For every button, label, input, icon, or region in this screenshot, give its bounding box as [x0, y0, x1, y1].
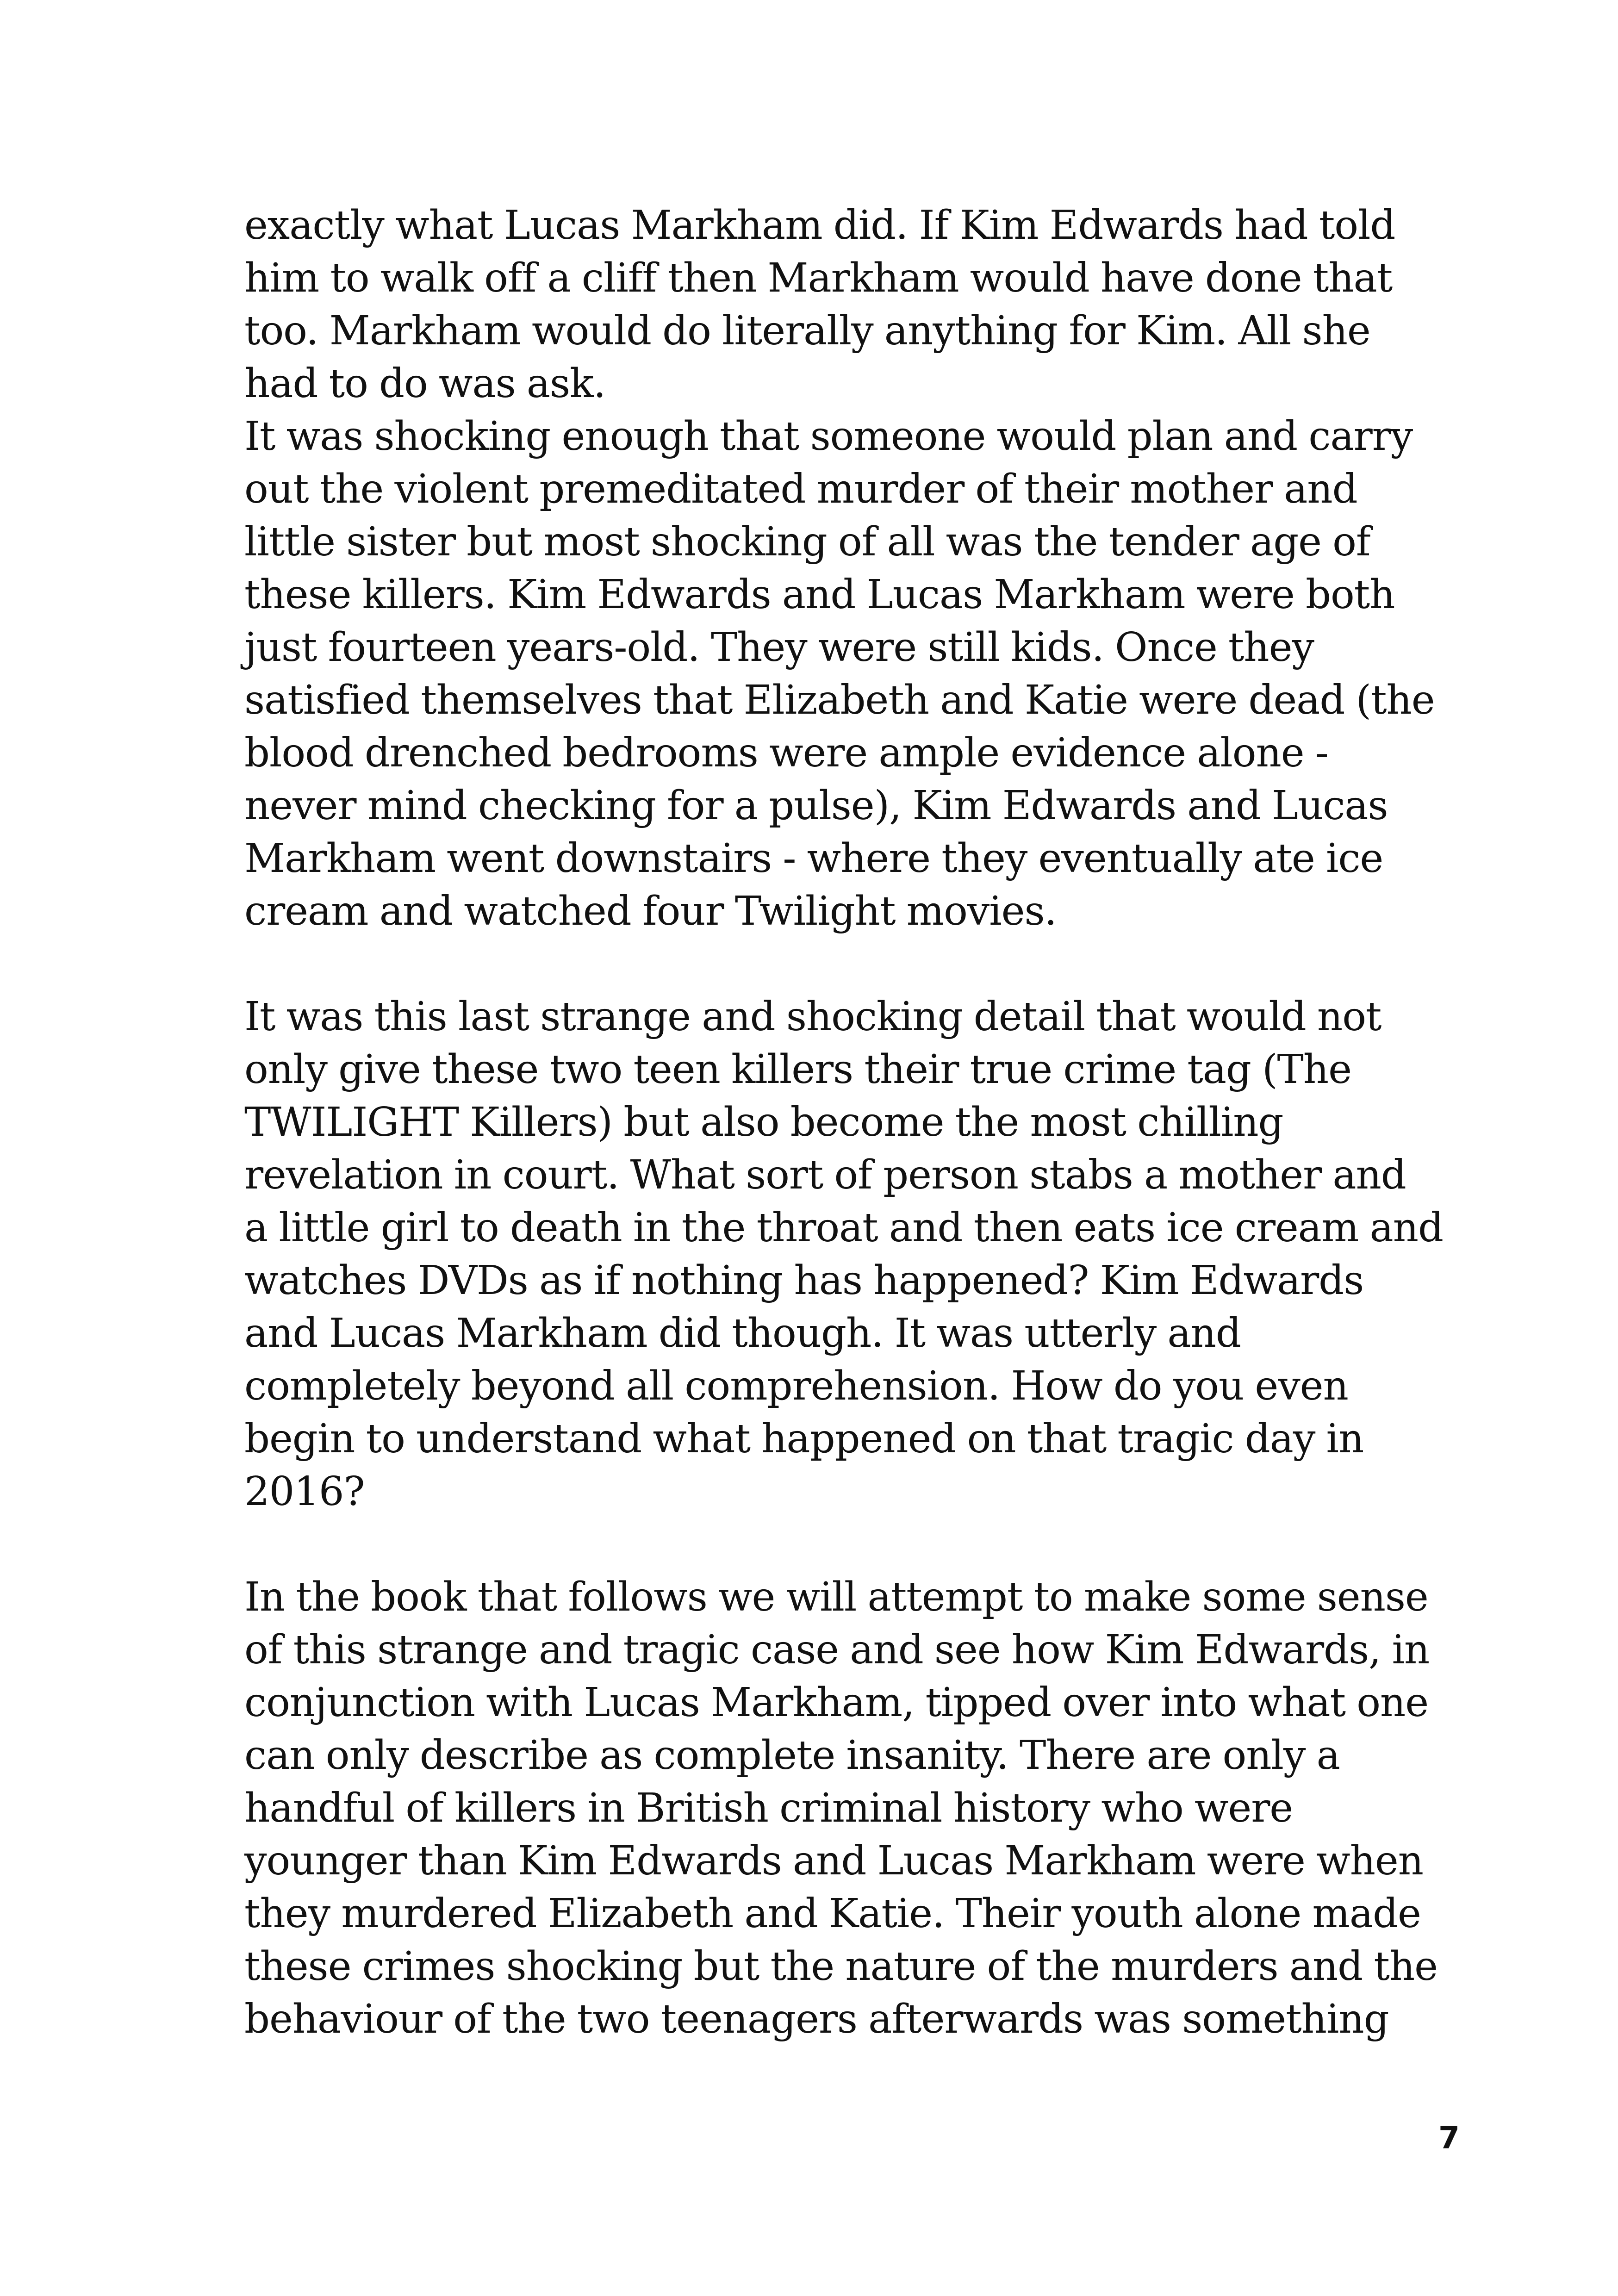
text-line: a little girl to death in the throat and then eats ice cream and [244, 1205, 1443, 1251]
text-line: handful of killers in British criminal history who were [244, 1785, 1293, 1831]
text-line: of this strange and tragic case and see how Kim Edwards, in [244, 1627, 1430, 1673]
text-line: younger than Kim Edwards and Lucas Markham were when [244, 1838, 1423, 1884]
text-line: blood drenched bedrooms were ample evidence alone - [244, 730, 1328, 776]
text-line: watches DVDs as if nothing has happened? Kim Edwards [244, 1257, 1364, 1304]
text-line: just fourteen years-old. They were still kids. Once they [244, 624, 1314, 671]
text-line: behaviour of the two teenagers afterwards was something [244, 1996, 1389, 2042]
text-line: revelation in court. What sort of person stabs a mother and [244, 1152, 1406, 1198]
text-line: cream and watched four Twilight movies. [244, 888, 1057, 934]
text-line: and Lucas Markham did though. It was utterly and [244, 1310, 1241, 1356]
text-line: they murdered Elizabeth and Katie. Their youth alone made [244, 1891, 1421, 1937]
text-line: 2016? [244, 1468, 365, 1515]
text-line: TWILIGHT Killers) but also become the most chilling [244, 1099, 1283, 1145]
text-line: can only describe as complete insanity. There are only a [244, 1732, 1340, 1779]
paragraph-break [244, 1518, 1503, 1571]
text-line: these killers. Kim Edwards and Lucas Markham were both [244, 572, 1395, 618]
text-line: In the book that follows we will attempt to make some sense [244, 1574, 1428, 1620]
text-line: never mind checking for a pulse), Kim Edwards and Lucas [244, 783, 1388, 829]
text-line: begin to understand what happened on that tragic day in [244, 1416, 1364, 1462]
text-line: only give these two teen killers their true crime tag (The [244, 1046, 1351, 1093]
text-line: these crimes shocking but the nature of the murders and the [244, 1943, 1438, 1990]
text-line: It was this last strange and shocking detail that would not [244, 994, 1382, 1040]
text-line: Markham went downstairs - where they eventually ate ice [244, 835, 1383, 882]
paragraph-break [244, 938, 1503, 990]
page-number: 7 [1438, 2120, 1460, 2156]
body-text [244, 199, 1503, 2046]
text-line: It was shocking enough that someone would plan and carry [244, 413, 1413, 460]
text-line: him to walk off a cliff then Markham would have done that [244, 255, 1393, 301]
text-line: completely beyond all comprehension. How do you even [244, 1363, 1348, 1409]
text-line: little sister but most shocking of all was the tender age of [244, 519, 1370, 565]
text-line: conjunction with Lucas Markham, tipped over into what one [244, 1680, 1428, 1726]
text-line: had to do was ask. [244, 361, 606, 407]
text-line: exactly what Lucas Markham did. If Kim Edwards had told [244, 202, 1395, 249]
text-line: satisfied themselves that Elizabeth and Katie were dead (the [244, 677, 1435, 723]
text-line: too. Markham would do literally anything for Kim. All she [244, 308, 1370, 354]
text-line: out the violent premeditated murder of their mother and [244, 466, 1357, 512]
